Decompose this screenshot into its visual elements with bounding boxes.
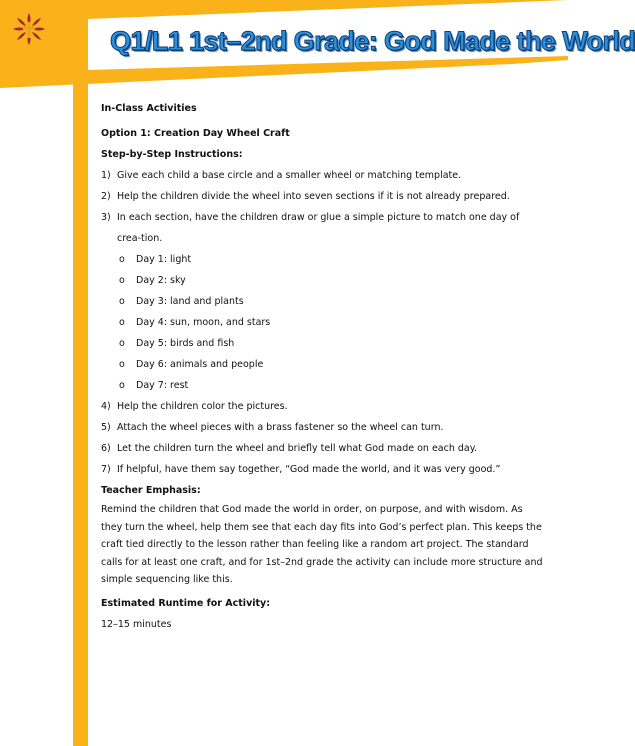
bullet-icon: o	[119, 338, 125, 349]
step-item	[101, 459, 546, 480]
day-list-item	[101, 291, 546, 312]
day-list-item	[101, 249, 546, 270]
runtime-heading: Estimated Runtime for Activity:	[101, 597, 271, 609]
step-number: 4)	[101, 401, 111, 412]
day-list-item	[101, 333, 546, 354]
document-body	[101, 98, 546, 635]
header	[0, 0, 635, 88]
step-text: Give each child a base circle and a smaller wheel or matching template.	[117, 170, 462, 181]
day-list-item	[101, 270, 546, 291]
bullet-icon: o	[119, 254, 125, 265]
step-number: 2)	[101, 191, 111, 202]
step-text: If helpful, have them say together, “God made the world, and it was very good.”	[117, 464, 501, 475]
day-text: Day 2: sky	[136, 275, 186, 286]
step-item	[101, 438, 546, 459]
bullet-icon: o	[119, 380, 125, 391]
day-text: Day 1: light	[136, 254, 192, 265]
step-number: 5)	[101, 422, 111, 433]
step-text: Help the children divide the wheel into seven sections if it is not already prepared.	[117, 191, 510, 202]
step-number: 1)	[101, 170, 111, 181]
runtime-value: 12–15 minutes	[101, 618, 172, 630]
day-text: Day 4: sun, moon, and stars	[136, 317, 271, 328]
day-text: Day 3: land and plants	[136, 296, 244, 307]
bullet-icon: o	[119, 359, 125, 370]
step-text: In each section, have the children draw or glue a simple picture to match one day of crea-tion.	[117, 212, 520, 244]
step-item	[101, 417, 546, 438]
option-title: Option 1: Creation Day Wheel Craft	[101, 128, 290, 139]
bullet-icon: o	[119, 275, 125, 286]
day-text: Day 6: animals and people	[136, 359, 264, 370]
day-text: Day 7: rest	[136, 380, 189, 391]
cross-vertical-bar	[73, 0, 88, 746]
day-list-item	[101, 354, 546, 375]
step-item	[101, 186, 546, 207]
emphasis-text: Remind the children that God made the world in order, on purpose, and with wisdom. As they turn the wheel, help them see that each day fits into God’s perfect plan. This keeps the craft tied directly to the lesson rather than feeling like a random art project. The standard calls for at least one craft, and for 1st–2nd grade the activity can include more structure and simple sequencing like this.	[101, 504, 543, 585]
step-text: Attach the wheel pieces with a brass fastener so the wheel can turn.	[117, 422, 444, 433]
step-item	[101, 396, 546, 417]
emphasis-heading: Teacher Emphasis:	[101, 485, 201, 496]
step-number: 6)	[101, 443, 111, 454]
section-heading: In-Class Activities	[101, 103, 197, 114]
day-text: Day 5: birds and fish	[136, 338, 235, 349]
step-text: Let the children turn the wheel and briefly tell what God made on each day.	[117, 443, 478, 454]
step-text: Help the children color the pictures.	[117, 401, 288, 412]
page-title: Q1/L1 1st–2nd Grade: God Made the World	[110, 26, 635, 56]
cross-flame-logo-icon	[12, 12, 46, 46]
steps-heading: Step-by-Step Instructions:	[101, 149, 243, 160]
step-number: 7)	[101, 464, 111, 475]
day-list-item	[101, 312, 546, 333]
step-item	[101, 207, 546, 249]
bullet-icon: o	[119, 296, 125, 307]
day-list-item	[101, 375, 546, 396]
step-item	[101, 165, 546, 186]
bullet-icon: o	[119, 317, 125, 328]
step-number: 3)	[101, 212, 111, 223]
